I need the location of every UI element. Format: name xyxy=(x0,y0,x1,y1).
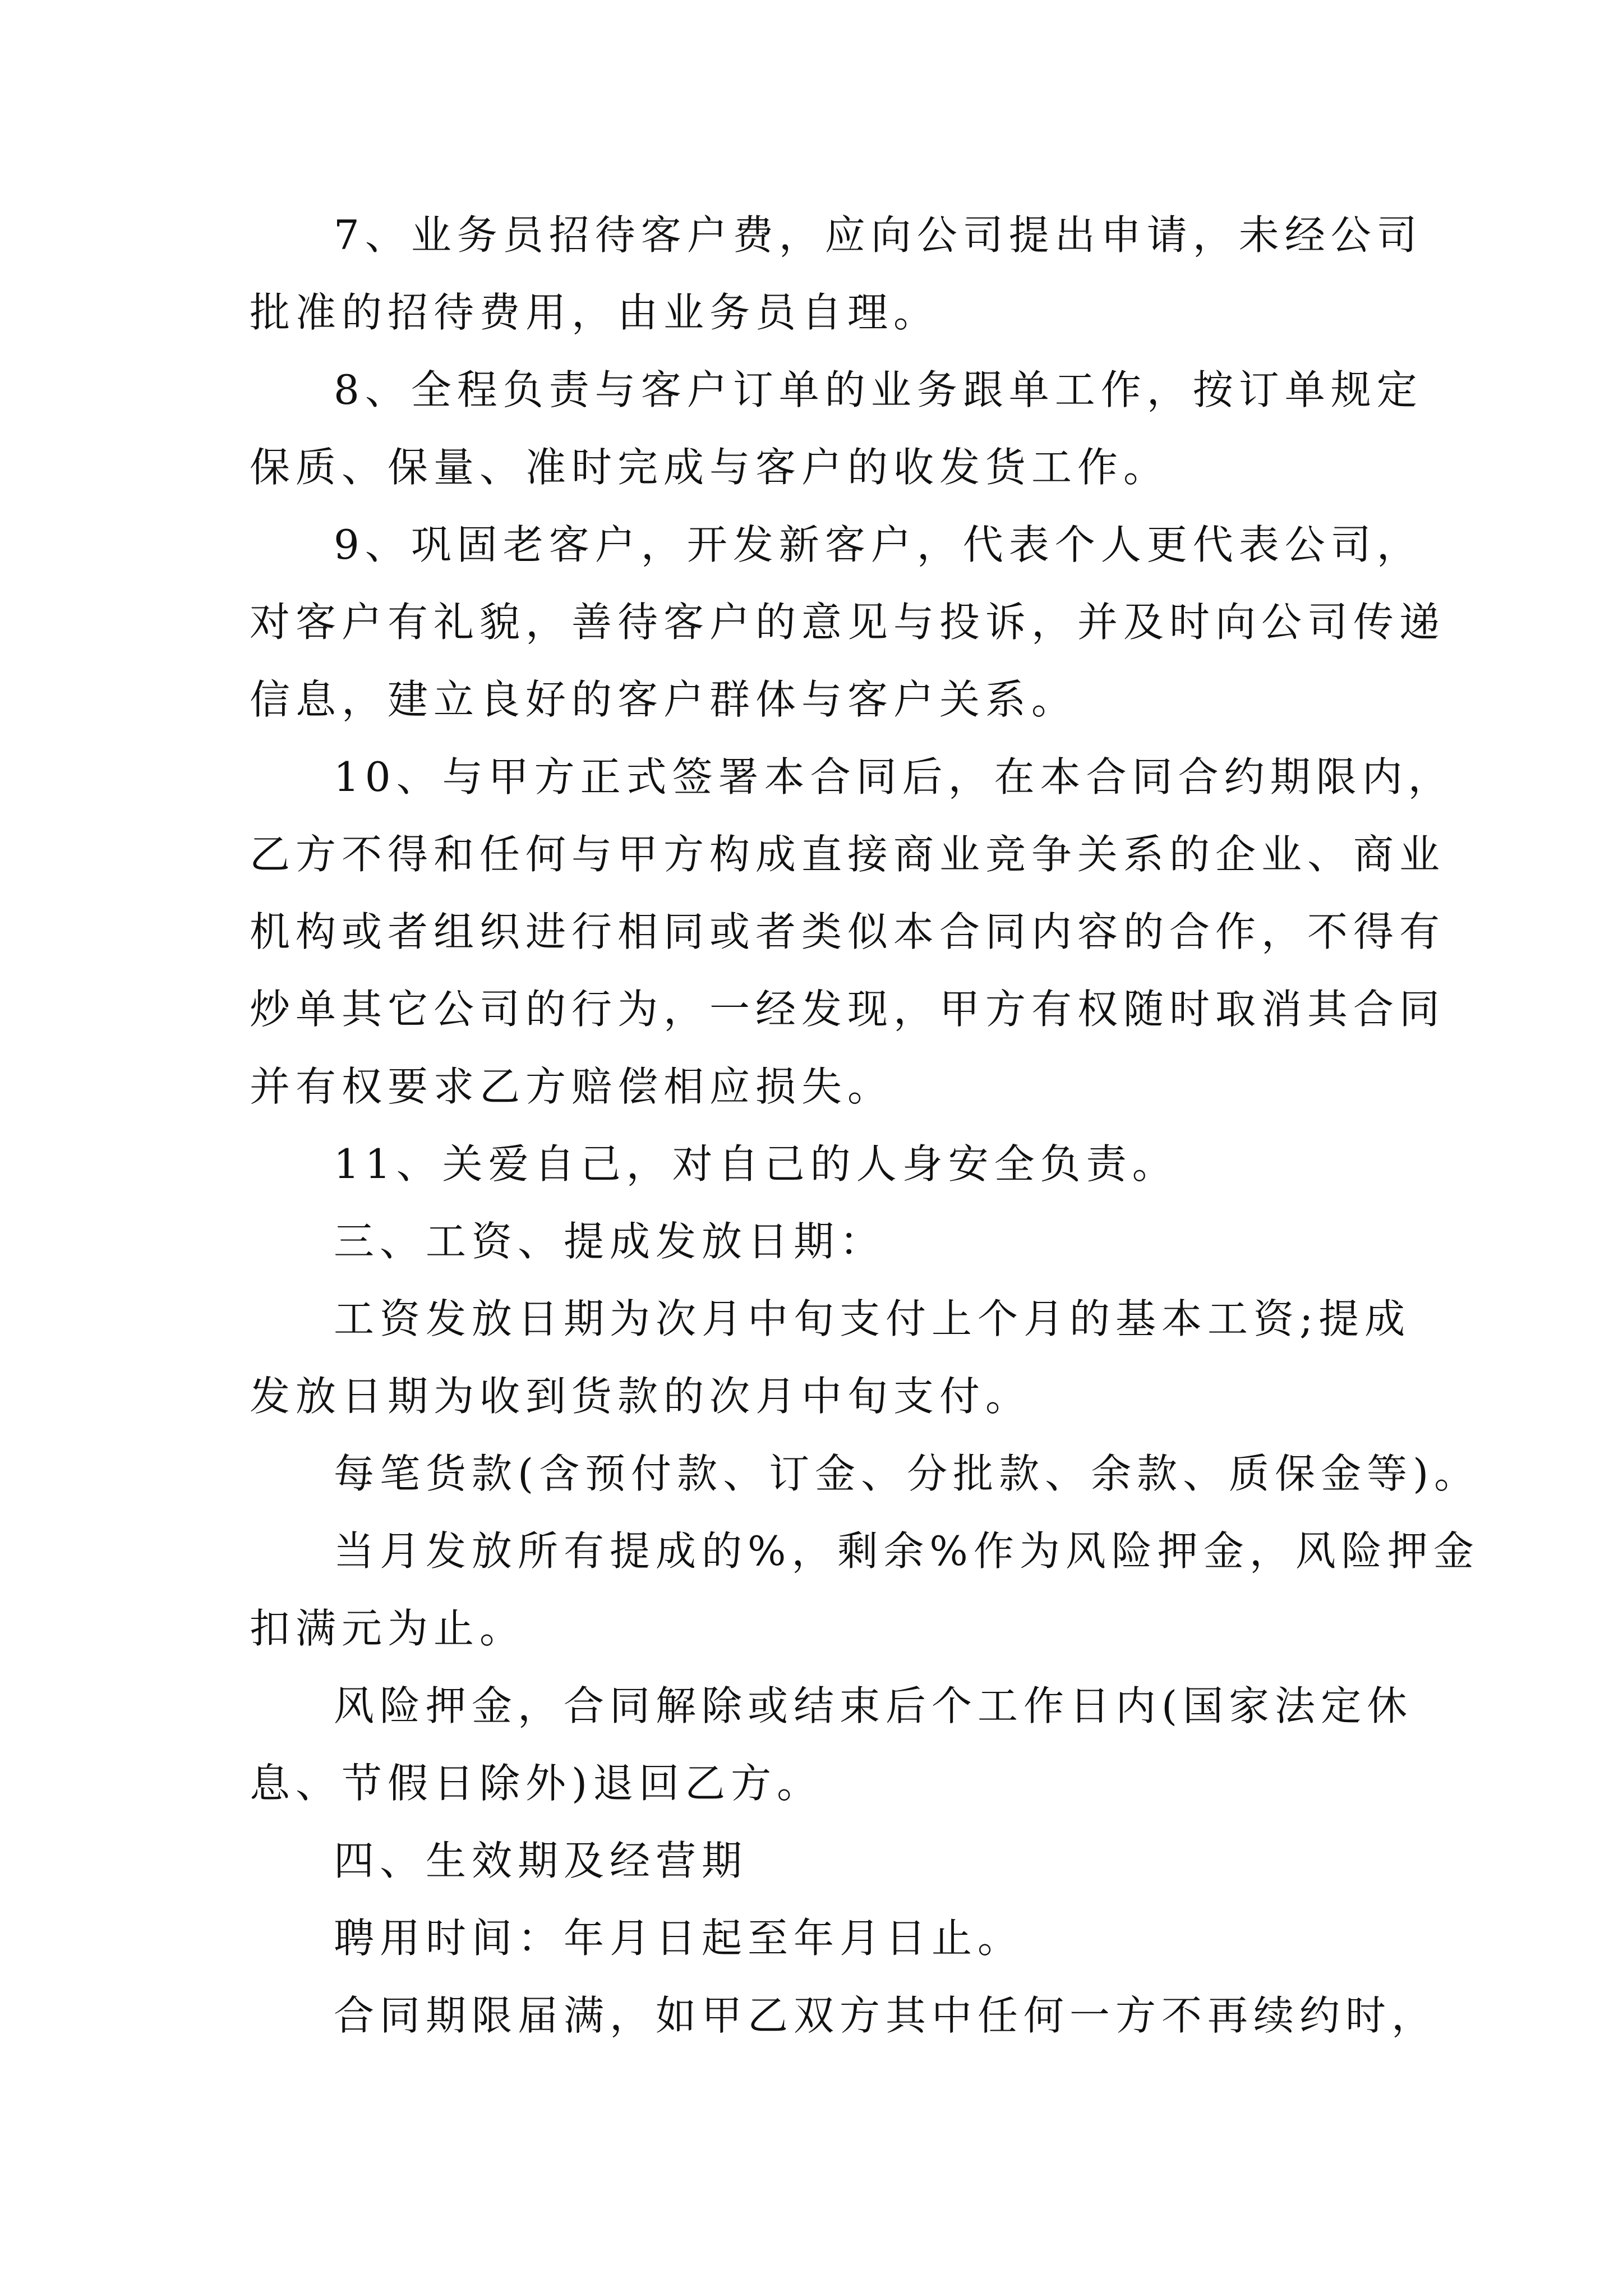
text-line: 10、与甲方正式签署本合同后，在本合同合约期限内， xyxy=(334,753,1454,800)
text-line: 工资发放日期为次月中旬支付上个月的基本工资;提成 xyxy=(334,1295,1411,1342)
section-heading: 四、生效期及经营期 xyxy=(334,1837,748,1884)
text-line: 信息，建立良好的客户群体与客户关系。 xyxy=(250,676,1078,723)
text-line: 对客户有礼貌，善待客户的意见与投诉，并及时向公司传递 xyxy=(250,599,1446,646)
text-line: 批准的招待费用，由业务员自理。 xyxy=(250,289,940,336)
text-line: 并有权要求乙方赔偿相应损失。 xyxy=(250,1063,894,1110)
text-line: 9、巩固老客户，开发新客户，代表个人更代表公司， xyxy=(334,521,1423,568)
contract-text xyxy=(250,196,1481,2054)
text-line: 发放日期为收到货款的次月中旬支付。 xyxy=(250,1373,1032,1420)
text-line: 聘用时间：年月日起至年月日止。 xyxy=(334,1915,1024,1962)
text-line: 11、关爱自己，对自己的人身安全负责。 xyxy=(334,1140,1178,1188)
text-line: 7、业务员招待客户费，应向公司提出申请，未经公司 xyxy=(334,211,1423,259)
text-line: 每笔货款(含预付款、订金、分批款、余款、质保金等)。 xyxy=(334,1450,1481,1497)
text-line: 乙方不得和任何与甲方构成直接商业竞争关系的企业、商业 xyxy=(250,831,1446,878)
text-line: 8、全程负责与客户订单的业务跟单工作，按订单规定 xyxy=(334,366,1423,413)
text-line: 炒单其它公司的行为，一经发现，甲方有权随时取消其合同 xyxy=(250,986,1446,1033)
text-line: 息、节假日除外)退回乙方。 xyxy=(250,1760,823,1807)
text-line: 保质、保量、准时完成与客户的收发货工作。 xyxy=(250,444,1170,491)
text-line: 扣满元为止。 xyxy=(250,1605,526,1652)
text-line: 风险押金，合同解除或结束后个工作日内(国家法定休 xyxy=(334,1682,1413,1729)
text-line: 机构或者组织进行相同或者类似本合同内容的合作，不得有 xyxy=(250,908,1446,955)
section-heading: 三、工资、提成发放日期： xyxy=(334,1218,886,1265)
text-line: 合同期限届满，如甲乙双方其中任何一方不再续约时， xyxy=(334,1992,1438,2039)
text-line: 当月发放所有提成的%，剩余%作为风险押金，风险押金 xyxy=(334,1527,1479,1575)
